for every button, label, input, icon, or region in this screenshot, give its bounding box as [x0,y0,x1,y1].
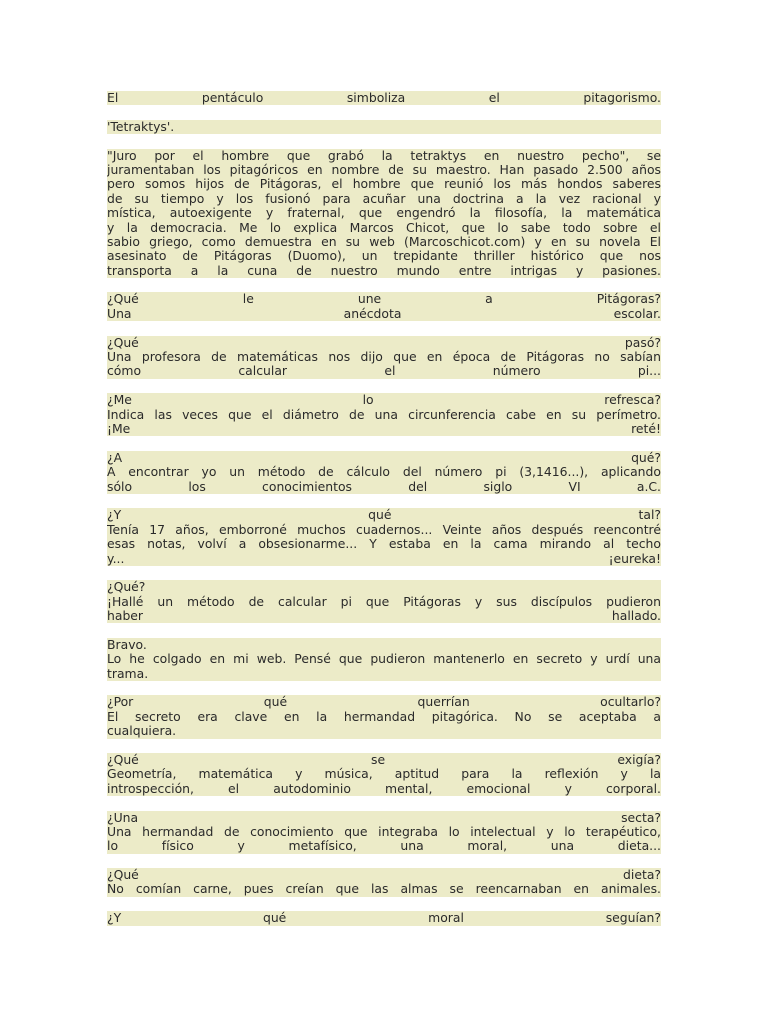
paragraph [107,149,661,279]
text-line: introspección, el autodominio mental, emocional y corporal. [107,781,661,796]
paragraph [107,508,661,566]
text-line: ¿A qué? [107,450,661,465]
text-line: ¿Una secta? [107,810,661,825]
text-line: transporta a la cuna de nuestro mundo entre intrigas y pasiones. [107,263,661,278]
paragraph [107,336,661,379]
text-line: A encontrar yo un método de cálculo del número pi (3,1416...), aplicando [107,465,661,480]
paragraph [107,638,661,681]
text-line: cualquiera. [107,724,661,738]
text-line: sólo los conocimientos del siglo VI a.C. [107,479,661,494]
text-line: ¿Y qué moral seguían? [107,911,661,926]
text-line: cómo calcular el número pi... [107,364,661,379]
text-line: ¿Qué pasó? [107,335,661,350]
paragraph [107,292,661,321]
paragraph [107,580,661,623]
text-line: ¿Me lo refresca? [107,393,661,408]
text-line: ¿Qué se exigía? [107,752,661,767]
text-line: lo físico y metafísico, una moral, una dieta... [107,839,661,854]
article-body [107,91,661,940]
text-line: Indica las veces que el diámetro de una circunferencia cabe en su perímetro. [107,407,661,422]
text-line: Tenía 17 años, emborroné muchos cuadernos... Veinte años después reencontré [107,522,661,537]
text-line: pero somos hijos de Pitágoras, el hombre que reunió los más hondos saberes [107,177,661,192]
paragraph [107,811,661,854]
text-line: El pentáculo simboliza el pitagorismo. [107,91,661,105]
text-line: Geometría, matemática y música, aptitud para la reflexión y la [107,767,661,782]
paragraph [107,451,661,494]
text-line: El secreto era clave en la hermandad pitagórica. No se aceptaba a [107,709,661,724]
text-line: esas notas, volví a obsesionarme... Y estaba en la cama mirando al techo [107,537,661,552]
text-line: ¿Qué? [107,580,661,594]
paragraph [107,120,661,134]
paragraph [107,753,661,796]
paragraph [107,868,661,897]
text-line: y... ¡eureka! [107,551,661,566]
text-line: Una anécdota escolar. [107,306,661,321]
paragraph [107,695,661,738]
text-line: Bravo. [107,638,661,652]
paragraph [107,393,661,436]
text-line: ¡Hallé un método de calcular pi que Pitágoras y sus discípulos pudieron [107,594,661,609]
text-line: ¡Me reté! [107,421,661,436]
text-line: ¿Y qué tal? [107,508,661,523]
text-line: ¿Qué dieta? [107,868,661,883]
paragraph [107,911,661,925]
text-line: "Juro por el hombre que grabó la tetraktys en nuestro pecho", se [107,148,661,163]
text-line: No comían carne, pues creían que las almas se reencarnaban en animales. [107,882,661,897]
text-line: 'Tetraktys'. [107,120,661,134]
text-line: Una hermandad de conocimiento que integraba lo intelectual y lo terapéutico, [107,824,661,839]
text-line: sabio griego, como demuestra en su web (Marcoschicot.com) y en su novela El [107,234,661,249]
text-line: y la democracia. Me lo explica Marcos Chicot, que lo sabe todo sobre el [107,220,661,235]
text-line: ¿Qué le une a Pitágoras? [107,292,661,307]
text-line: de su tiempo y los fusionó para acuñar una doctrina a la vez racional y [107,191,661,206]
text-line: haber hallado. [107,609,661,624]
text-line: trama. [107,667,661,681]
text-line: ¿Por qué querrían ocultarlo? [107,695,661,710]
paragraph [107,91,661,105]
text-line: asesinato de Pitágoras (Duomo), un trepidante thriller histórico que nos [107,249,661,264]
text-line: Una profesora de matemáticas nos dijo que en época de Pitágoras no sabían [107,350,661,365]
text-line: juramentaban los pitagóricos en nombre de su maestro. Han pasado 2.500 años [107,162,661,177]
text-line: mística, autoexigente y fraternal, que engendró la filosofía, la matemática [107,206,661,221]
text-line: Lo he colgado en mi web. Pensé que pudieron mantenerlo en secreto y urdí una [107,652,661,667]
